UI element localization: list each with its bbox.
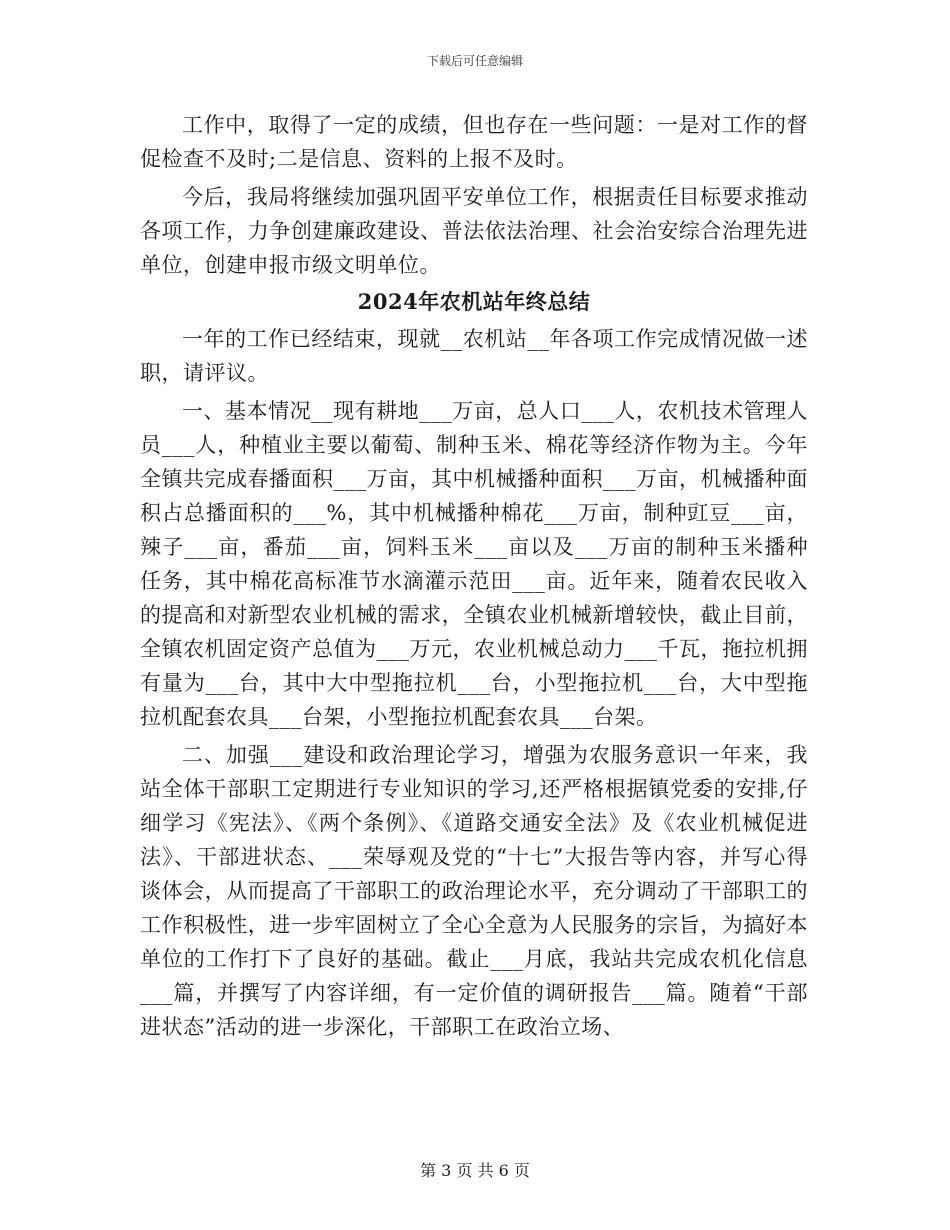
page-header-note: 下载后可任意编辑 — [426, 54, 523, 68]
paragraph: 一、基本情况__现有耕地___万亩，总人口___人，农机技术管理人员___人，种植业主要以葡萄、制种玉米、棉花等经济作物为主。今年全镇共完成春播面积___万亩，其中机械播种面积___万亩，机械播种面积占总播面积的___%，其中机械播种棉花___万亩，制种豇豆___亩，辣子___亩，番茄___亩，饲料玉米___亩以及___万亩的制种玉米播种任务，其中棉花高标准节水滴灌示范田___亩。近年来，随着农民收入的提高和对新型农业机械的需求，全镇农业机械新增较快，截止目前，全镇农机固定资产总值为___万元，农业机械总动力___千瓦，拖拉机拥有量为___台，其中大中型拖拉机___台，小型拖拉机___台，大中型拖拉机配套农具___台架，小型拖拉机配套农具___台架。 — [140, 399, 808, 729]
paragraph: 二、加强___建设和政治理论学习，增强为农服务意识一年来，我站全体干部职工定期进行专业知识的学习,还严格根据镇党委的安排,仔细学习《宪法》、《两个条例》、《道路交通安全法》及《农业机械促进法》、干部进状态、___荣辱观及党的“十七”大报告等内容，并写心得谈体会，从而提高了干部职工的政治理论水平，充分调动了干部职工的工作积极性，进一步牢固树立了全心全意为人民服务的宗旨，为搞好本单位的工作打下了良好的基础。截止___月底，我站共完成农机化信息___篇，并撰写了内容详细，有一定价值的调研报告___篇。随着“干部进状态”活动的进一步深化，干部职工在政治立场、 — [140, 743, 808, 1039]
paragraph: 一年的工作已经结束，现就__农机站__年各项工作完成情况做一述职，请评议。 — [140, 327, 808, 385]
section-title: 2024年农机站年终总结 — [357, 289, 591, 314]
paragraph: 今后，我局将继续加强巩固平安单位工作，根据责任目标要求推动各项工作，力争创建廉政建设、普法依法治理、社会治安综合治理先进单位，创建申报市级文明单位。 — [140, 185, 808, 277]
paragraph: 工作中，取得了一定的成绩，但也存在一些问题：一是对工作的督促检查不及时;二是信息、资料的上报不及时。 — [140, 113, 808, 171]
page-number-footer: 第 3 页 共 6 页 — [420, 1161, 530, 1180]
document-body — [140, 108, 808, 1044]
